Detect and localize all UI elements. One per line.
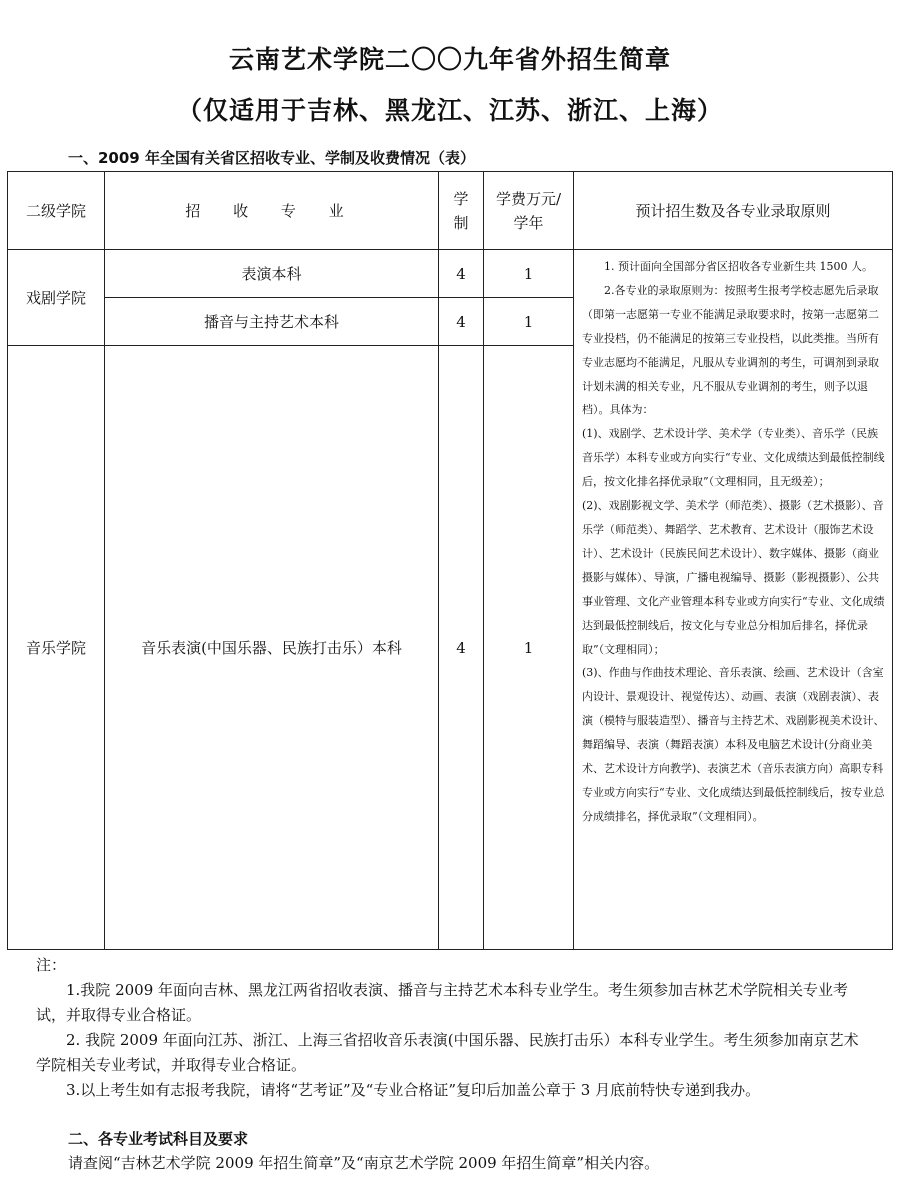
section-1-heading: 一、2009 年全国有关省区招收专业、学制及收费情况（表）	[68, 149, 475, 167]
fee-cell: 1	[484, 298, 574, 346]
rule-paragraph: 1. 预计面向全国部分省区招收各专业新生共 1500 人。	[604, 260, 873, 273]
college-cell: 戏剧学院	[8, 250, 105, 346]
section-2-heading: 二、各专业考试科目及要求	[68, 1130, 249, 1148]
rule-paragraph: (3)、作曲与作曲技术理论、音乐表演、绘画、艺术设计（含室内设计、景观设计、视觉传达）、动画、表演（戏剧表演）、表演（模特与服装造型）、播音与主持艺术、戏剧影视美术设计、舞蹈编导、表演（舞蹈表演）本科及电脑艺术设计(分商业美术、艺术设计方向教学)、表演艺术（音乐表演方向）高职专科专业或方向实行“专业、文化成绩达到最低控制线后，按专业总分成绩排名，择优录取”（文理相同）。	[582, 666, 885, 823]
notes-label: 注：	[36, 956, 67, 974]
major-cell: 表演本科	[105, 250, 439, 298]
admissions-table	[7, 171, 893, 950]
header-college: 二级学院	[8, 172, 105, 250]
college-cell: 音乐学院	[8, 346, 105, 950]
rule-paragraph: (1)、戏剧学、艺术设计学、美术学（专业类）、音乐学（民族音乐学）本科专业或方向实行“专业、文化成绩达到最低控制线后，按文化排名择优录取”（文理相同，且无级差）；	[582, 427, 885, 489]
major-cell: 音乐表演(中国乐器、民族打击乐）本科	[105, 346, 439, 950]
fee-cell: 1	[484, 346, 574, 950]
header-major: 招 收 专 业	[105, 172, 439, 250]
header-fee: 学费万元/学年	[484, 172, 574, 250]
page-subtitle: （仅适用于吉林、黑龙江、江苏、浙江、上海）	[176, 96, 723, 125]
table-header-row	[8, 172, 893, 250]
rules-cell	[574, 250, 893, 950]
section-2-text: 请查阅“吉林艺术学院 2009 年招生简章”及“南京艺术学院 2009 年招生简章”相关内容。	[68, 1154, 660, 1172]
fee-cell: 1	[484, 250, 574, 298]
table-row	[8, 250, 893, 298]
duration-cell: 4	[439, 346, 484, 950]
rule-paragraph: 2.各专业的录取原则为：按照考生报考学校志愿先后录取（即第一志愿第一专业不能满足录取要求时，按第一志愿第二专业投档，仍不能满足的按第三专业投档，以此类推。当所有专业志愿均不能满足，凡服从专业调剂的考生，可调剂到录取计划未满的相关专业，凡不服从专业调剂的考生，则予以退档）。具体为：	[582, 283, 879, 417]
duration-cell: 4	[439, 298, 484, 346]
header-duration: 学制	[439, 172, 484, 250]
note-item: 1.我院 2009 年面向吉林、黑龙江两省招收表演、播音与主持艺术本科专业学生。考生须参加吉林艺术学院相关专业考试，并取得专业合格证。	[36, 981, 849, 1024]
notes	[36, 953, 866, 1103]
major-cell: 播音与主持艺术本科	[105, 298, 439, 346]
rule-paragraph: (2)、戏剧影视文学、美术学（师范类）、摄影（艺术摄影）、音乐学（师范类）、舞蹈学、艺术教育、艺术设计（服饰艺术设计）、艺术设计（民族民间艺术设计）、数字媒体、摄影（商业摄影与媒体）、导演，广播电视编导、摄影（影视摄影）、公共事业管理、文化产业管理本科专业或方向实行“专业、文化成绩达到最低控制线后，按文化与专业总分相加后排名，择优录取”（文理相同）；	[582, 499, 885, 656]
note-item: 2. 我院 2009 年面向江苏、浙江、上海三省招收音乐表演(中国乐器、民族打击乐）本科专业学生。考生须参加南京艺术学院相关专业考试，并取得专业合格证。	[36, 1031, 859, 1074]
page-title: 云南艺术学院二〇〇九年省外招生简章	[228, 45, 671, 74]
note-item: 3.以上考生如有志报考我院，请将“艺考证”及“专业合格证”复印后加盖公章于 3 月底前特快专递到我办。	[66, 1081, 761, 1099]
header-rules: 预计招生数及各专业录取原则	[574, 172, 893, 250]
duration-cell: 4	[439, 250, 484, 298]
